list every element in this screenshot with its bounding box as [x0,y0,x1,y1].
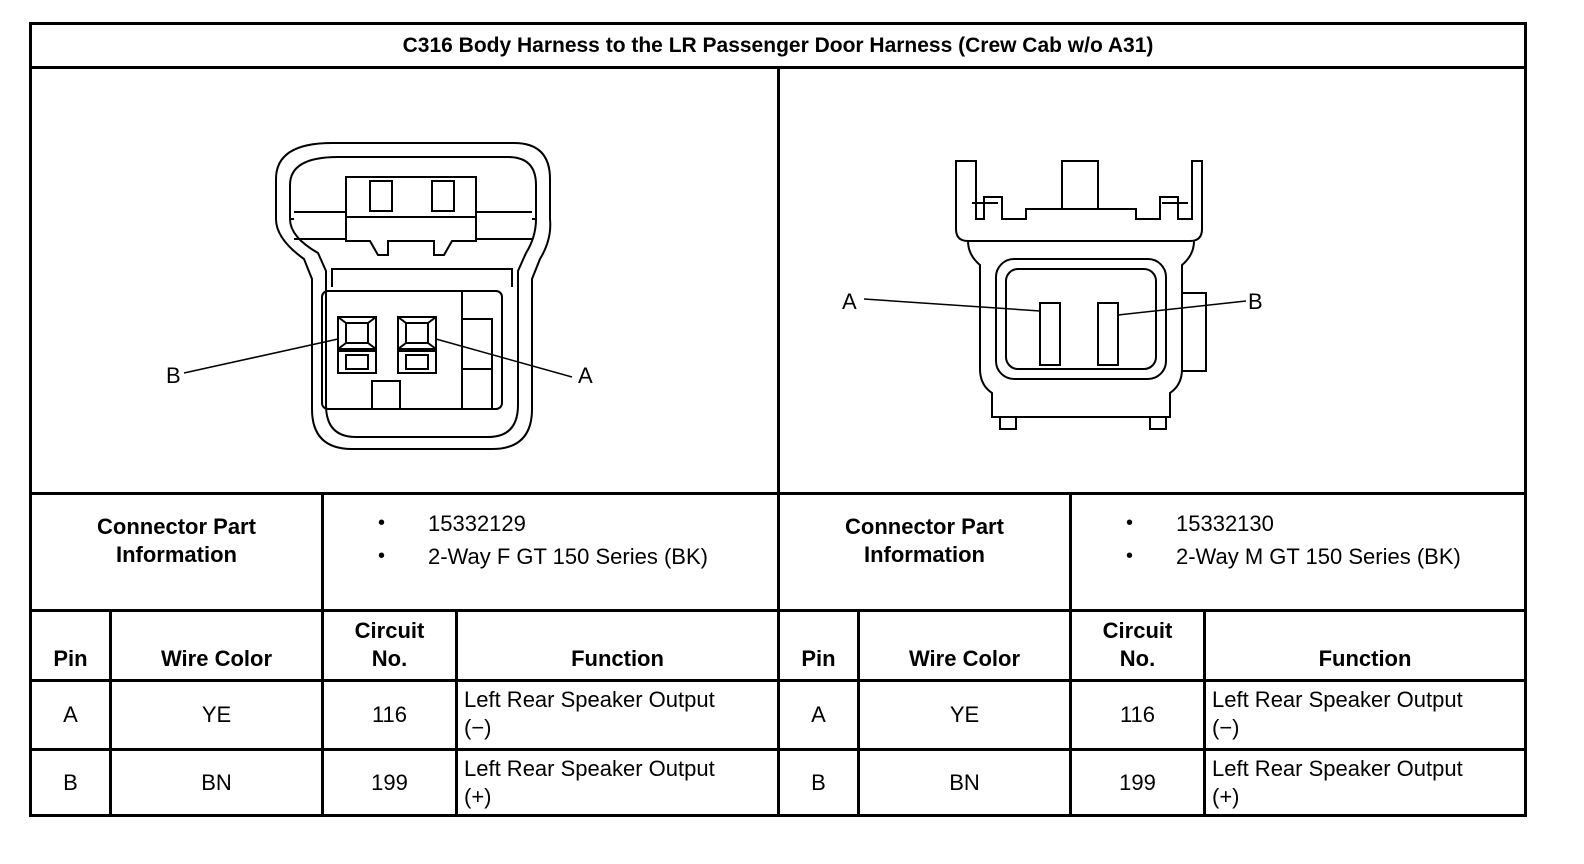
list-item: • 15332129 [324,507,777,540]
cell-wire-color: BN [112,751,324,814]
table-header-row [32,612,1524,682]
pin-label-a: A [842,289,857,314]
right-info-label: Connector Part Information [780,495,1072,609]
pin-label-b: B [1248,289,1263,314]
cell-function: Left Rear Speaker Output (−) [458,682,780,748]
header-function: Function [458,612,780,679]
header-circuit: Circuit No. [324,612,458,679]
cell-function: Left Rear Speaker Output (+) [458,751,780,814]
cell-circuit: 116 [1072,682,1206,748]
pin-label-a: A [578,363,593,388]
cell-circuit: 199 [1072,751,1206,814]
connector-part-info-row [32,495,1524,612]
cell-wire-color: YE [860,682,1072,748]
header-function: Function [1318,646,1412,671]
cell-pin: B [32,751,112,814]
header-pin: Pin [32,612,112,679]
cell-function: Left Rear Speaker Output (+) [1212,756,1463,809]
pin-table [32,612,1524,814]
table-row [32,751,1524,814]
header-wire-color: Wire Color [112,612,324,679]
list-item: • 15332130 [1072,507,1524,540]
table-row [32,682,1524,751]
female-connector-diagram [32,69,780,492]
male-connector-diagram [780,69,1524,492]
female-connector-drawing [32,69,777,495]
cell-pin: A [32,682,112,748]
header-wire-color: Wire Color [860,612,1072,679]
left-part-list [324,495,780,609]
sheet-title: C316 Body Harness to the LR Passenger Door Harness (Crew Cab w/o A31) [32,25,1524,69]
cell-circuit: 116 [324,682,458,748]
header-circuit: Circuit No. [1072,612,1206,679]
cell-circuit: 199 [324,751,458,814]
right-part-list [1072,495,1524,609]
cell-pin: B [780,751,860,814]
pin-label-b: B [166,363,181,388]
cell-function: Left Rear Speaker Output (−) [1212,687,1463,740]
male-connector-drawing [780,69,1524,495]
cell-wire-color: YE [112,682,324,748]
left-info-label: Connector Part Information [32,495,324,609]
connector-sheet [29,22,1527,817]
list-item: • 2-Way M GT 150 Series (BK) [1072,540,1524,573]
cell-wire-color: BN [860,751,1072,814]
list-item: • 2-Way F GT 150 Series (BK) [324,540,777,573]
diagram-area [32,69,1524,495]
cell-pin: A [780,682,860,748]
header-pin: Pin [780,612,860,679]
